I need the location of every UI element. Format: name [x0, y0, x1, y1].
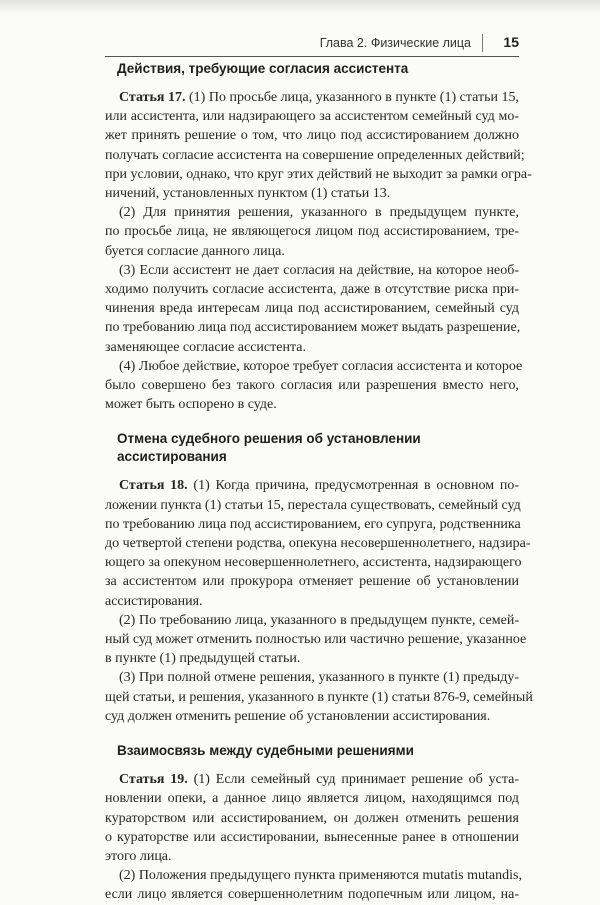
paragraph-line — [105, 476, 519, 495]
line-text: при условии, однако, что круг этих действий не выходит за рамки огра- — [105, 166, 532, 182]
paragraph-line — [105, 165, 532, 184]
line-text: заменяющее согласие ассистента. — [105, 339, 306, 355]
article-number: Статья 19. — [119, 772, 188, 788]
paragraph-line — [105, 184, 519, 203]
paragraph-line — [105, 242, 519, 261]
line-text: (1) Если семейный суд принимает решение об уста- — [187, 772, 519, 788]
section-heading — [117, 60, 519, 78]
line-text: или ассистента, или надзирающего за ассистентом семейный суд мо- — [105, 109, 519, 125]
paragraph-line — [105, 668, 519, 687]
paragraph-line — [105, 515, 519, 534]
paragraph-line — [105, 885, 519, 904]
line-text: щей статьи, и решения, указанного в пункте (1) статьи 876-9, семейный — [105, 689, 533, 705]
line-text: новлении опеки, а данное лицо является лицом, находящимся под — [105, 791, 519, 807]
line-text: за ассистентом или прокурора отменяет решение об установлении — [105, 574, 519, 590]
paragraph-line — [105, 866, 522, 885]
line-text: может быть оспорено в суде. — [105, 397, 277, 413]
line-text: ничений, установленных пунктом (1) статьи 13. — [105, 186, 391, 202]
line-text: (2) Положения предыдущего пункта применяются mutatis mutandis, — [119, 868, 522, 884]
line-text: ющего за опекуном несовершеннолетнего, ассистента, надзирающего — [105, 555, 522, 571]
paragraph-line — [105, 828, 519, 847]
section-heading-line: Отмена судебного решения об установлении — [117, 431, 421, 447]
page-number: 15 — [503, 34, 519, 50]
paragraph-line — [105, 553, 522, 572]
section-heading-line: Действия, требующие согласия ассистента — [117, 61, 409, 76]
line-text: кураторством или ассистированием, он должен отменить решения — [105, 810, 519, 826]
section-heading-line: Взаимосвязь между судебными решениями — [117, 743, 414, 759]
paragraph-line — [105, 572, 519, 591]
paragraph-line — [105, 809, 519, 828]
paragraph-line — [105, 280, 519, 299]
line-text: жет принять решение о том, что лицо под ассистированием должно — [105, 128, 519, 144]
paragraph-line — [105, 770, 519, 789]
paragraph-line — [105, 338, 519, 357]
section-heading-line: ассистирования — [117, 449, 227, 465]
paragraph-line — [105, 789, 519, 808]
section-heading — [117, 734, 519, 760]
line-text: по просьбе лица, не являющегося лицом под ассистированием, тре- — [105, 224, 519, 240]
line-text: о кураторстве или ассистировании, вынесенные ранее в отношении — [105, 829, 519, 845]
line-text: буется согласие данного лица. — [105, 243, 285, 259]
line-text: по требованию лица под ассистированием может выдать разрешение, — [105, 320, 521, 336]
line-text: в пункте (1) предыдущей статьи. — [105, 651, 301, 667]
paragraph-line — [105, 222, 519, 241]
line-text: чинения вреда интересам лица под ассистированием, семейный суд — [105, 301, 519, 317]
paragraph-line — [105, 146, 525, 165]
header-divider — [482, 34, 483, 52]
paragraph-line — [105, 376, 519, 395]
line-text: получать согласие ассистента на совершение определенных действий; — [105, 147, 525, 163]
line-text: было совершено без такого согласия или разрешения вместо него, — [105, 378, 519, 394]
paragraph-line — [105, 592, 519, 611]
line-text: (2) Для принятия решения, указанного в предыдущем пункте, — [119, 205, 519, 221]
paragraph-line — [105, 299, 519, 318]
paragraph-line — [105, 261, 519, 280]
line-text: (1) Когда причина, предусмотренная в основном по- — [187, 478, 519, 494]
article-number: Статья 17. — [119, 90, 186, 105]
line-text: этого лица. — [105, 848, 172, 864]
paragraph-line — [105, 611, 519, 630]
line-text: ложении пункта (1) статьи 15, перестала существовать, семейный суд — [105, 497, 521, 513]
paragraph-line — [105, 357, 523, 376]
page-body — [105, 58, 533, 905]
line-text: до четвертой степени родства, опекуна несовершеннолетнего, надзира- — [105, 536, 531, 552]
line-text: по требованию лица под ассистированием, его супруга, родственника — [105, 516, 521, 532]
line-text: ходимо получить согласие ассистента, даже в отсутствие риска при- — [105, 282, 519, 298]
paragraph-line — [105, 107, 519, 126]
paragraph-line — [105, 88, 519, 107]
chapter-title: Глава 2. Физические лица — [319, 36, 471, 50]
header-rule — [105, 56, 519, 57]
paragraph-line — [105, 534, 531, 553]
paragraph-line — [105, 707, 519, 726]
line-text: (3) Если ассистент не дает согласия на действие, на которое необ- — [119, 262, 519, 278]
paragraph-line — [105, 630, 527, 649]
line-text: (4) Любое действие, которое требует согласия ассистента и которое — [119, 358, 523, 374]
line-text: если лицо является совершеннолетним подопечным или лицом, на- — [105, 887, 519, 903]
paragraph-line — [105, 395, 519, 414]
paragraph-line — [105, 688, 533, 707]
article-number: Статья 18. — [119, 478, 188, 494]
paragraph-line — [105, 203, 519, 222]
paragraph-line — [105, 847, 519, 866]
paragraph-line — [105, 649, 519, 668]
line-text: ассистирования. — [105, 593, 203, 609]
paragraph-line — [105, 318, 519, 337]
paragraph-line — [105, 496, 519, 515]
section-heading — [117, 422, 519, 466]
line-text: (3) При полной отмене решения, указанного в пункте (1) предыду- — [119, 670, 519, 686]
line-text: ный суд может отменить полностью или частично решение, указанное — [105, 632, 527, 648]
page-top-shadow — [0, 0, 600, 14]
line-text: суд должен отменить решение об установлении ассистирования. — [105, 708, 491, 724]
running-header — [105, 33, 519, 57]
paragraph-line — [105, 126, 519, 145]
line-text: (1) По просьбе лица, указанного в пункте (1) статьи 15, — [185, 90, 519, 105]
line-text: (2) По требованию лица, указанного в предыдущем пункте, семей- — [119, 612, 519, 628]
